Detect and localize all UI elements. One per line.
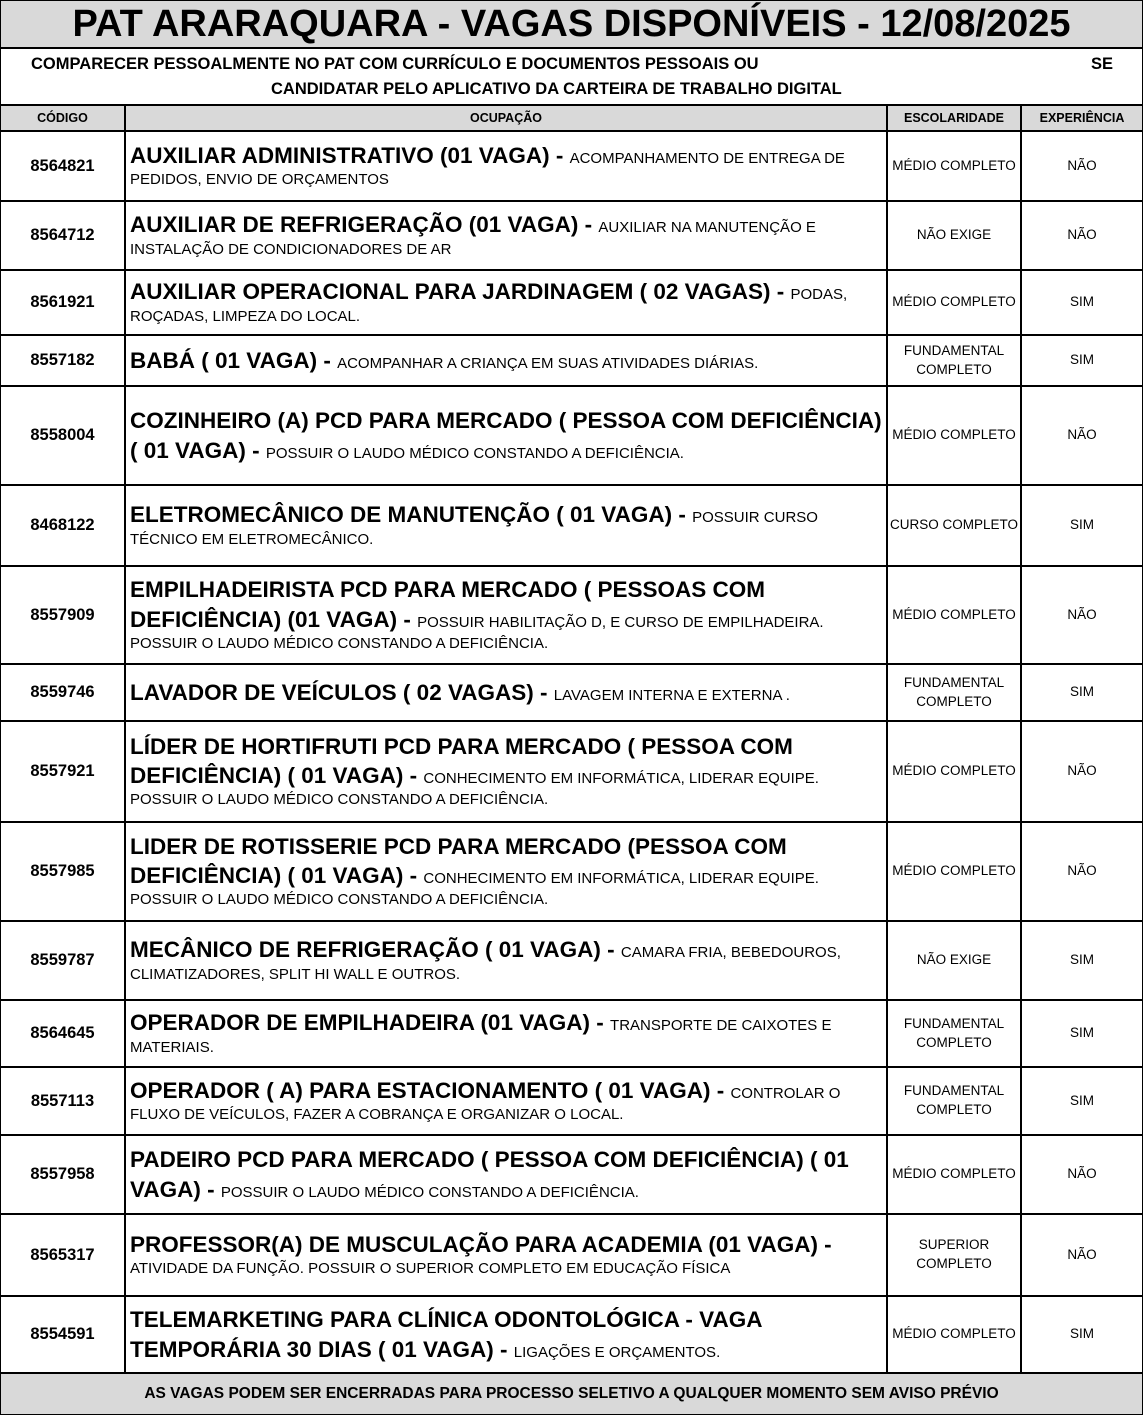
- table-row: [1, 201, 1142, 270]
- vacancy-education: NÃO EXIGE: [887, 201, 1021, 270]
- vacancy-occupation: [125, 921, 887, 1000]
- vacancy-code: 8565317: [1, 1214, 125, 1296]
- vacancy-experience: SIM: [1021, 485, 1142, 566]
- table-row: [1, 721, 1142, 822]
- vacancy-education: MÉDIO COMPLETO: [887, 566, 1021, 664]
- vacancy-occupation: [125, 335, 887, 386]
- vacancy-code: 8557985: [1, 822, 125, 921]
- column-header-code: CÓDIGO: [1, 106, 125, 131]
- vacancy-occupation: [125, 270, 887, 335]
- vacancy-occupation: [125, 721, 887, 822]
- table-row: [1, 1214, 1142, 1296]
- job-description: PODAS, ROÇADAS, LIMPEZA DO LOCAL.: [130, 286, 848, 325]
- footer-notice: AS VAGAS PODEM SER ENCERRADAS PARA PROCESSO SELETIVO A QUALQUER MOMENTO SEM AVISO PRÉVIO: [1, 1374, 1142, 1414]
- job-description: ATIVIDADE DA FUNÇÃO. POSSUIR O SUPERIOR COMPLETO EM EDUCAÇÃO FÍSICA: [130, 1260, 731, 1278]
- vacancy-experience: NÃO: [1021, 201, 1142, 270]
- vacancy-experience: NÃO: [1021, 131, 1142, 201]
- job-title: AUXILIAR ADMINISTRATIVO (01 VAGA) -: [130, 142, 570, 168]
- vacancy-education: MÉDIO COMPLETO: [887, 1135, 1021, 1214]
- job-title: OPERADOR DE EMPILHADEIRA (01 VAGA) -: [130, 1010, 611, 1036]
- vacancy-occupation: [125, 485, 887, 566]
- job-title: EMPILHADEIRISTA PCD PARA MERCADO ( PESSOAS COM DEFICIÊNCIA) (01 VAGA) -: [130, 577, 766, 632]
- vacancy-education: MÉDIO COMPLETO: [887, 1296, 1021, 1373]
- table-row: [1, 270, 1142, 335]
- column-header-education: ESCOLARIDADE: [887, 106, 1021, 131]
- vacancy-occupation: [125, 386, 887, 485]
- job-description: CONHECIMENTO EM INFORMÁTICA, LIDERAR EQUIPE. POSSUIR O LAUDO MÉDICO CONSTANDO A DEFICIÊNCIA.: [130, 770, 819, 809]
- vacancy-experience: NÃO: [1021, 822, 1142, 921]
- vacancy-code: 8561921: [1, 270, 125, 335]
- table-row: [1, 1296, 1142, 1373]
- vacancy-code: 8564645: [1, 1000, 125, 1067]
- vacancy-code: 8554591: [1, 1296, 125, 1373]
- job-description: ACOMPANHAMENTO DE ENTREGA DE PEDIDOS, ENVIO DE ORÇAMENTOS: [130, 149, 845, 189]
- job-description: POSSUIR HABILITAÇÃO D, E CURSO DE EMPILHADEIRA. POSSUIR O LAUDO MÉDICO CONSTANDO A DEFICIÊNCIA.: [130, 613, 824, 652]
- job-description: AUXILIAR NA MANUTENÇÃO E INSTALAÇÃO DE CONDICIONADORES DE AR: [130, 219, 816, 258]
- vacancy-code: 8557958: [1, 1135, 125, 1214]
- vacancy-experience: NÃO: [1021, 1135, 1142, 1214]
- table-row: [1, 664, 1142, 721]
- table-row: [1, 335, 1142, 386]
- vacancy-education: MÉDIO COMPLETO: [887, 386, 1021, 485]
- column-header-experience: EXPERIÊNCIA: [1021, 106, 1142, 131]
- vacancy-education: MÉDIO COMPLETO: [887, 131, 1021, 201]
- vacancy-code: 8559746: [1, 664, 125, 721]
- vacancy-education: SUPERIOR COMPLETO: [887, 1214, 1021, 1296]
- vacancy-education: FUNDAMENTAL COMPLETO: [887, 335, 1021, 386]
- vacancy-education: CURSO COMPLETO: [887, 485, 1021, 566]
- vacancy-code: 8557182: [1, 335, 125, 386]
- job-description: CAMARA FRIA, BEBEDOUROS, CLIMATIZADORES, SPLIT HI WALL E OUTROS.: [130, 944, 841, 983]
- job-description: POSSUIR CURSO TÉCNICO EM ELETROMECÂNICO.: [130, 509, 818, 548]
- table-row: [1, 1067, 1142, 1135]
- vacancy-code: 8559787: [1, 921, 125, 1000]
- job-title: MECÂNICO DE REFRIGERAÇÃO ( 01 VAGA) -: [130, 937, 621, 963]
- job-title: LAVADOR DE VEÍCULOS ( 02 VAGAS) -: [130, 679, 554, 705]
- page-title: PAT ARARAQUARA - VAGAS DISPONÍVEIS - 12/08/2025: [1, 1, 1142, 49]
- vacancy-experience: NÃO: [1021, 721, 1142, 822]
- job-title: COZINHEIRO (A) PCD PARA MERCADO ( PESSOA COM DEFICIÊNCIA) ( 01 VAGA) -: [130, 408, 882, 463]
- vacancy-occupation: [125, 566, 887, 664]
- vacancy-experience: SIM: [1021, 335, 1142, 386]
- job-title: OPERADOR ( A) PARA ESTACIONAMENTO ( 01 VAGA) -: [130, 1077, 731, 1103]
- vacancy-occupation: [125, 131, 887, 201]
- vacancy-experience: SIM: [1021, 1067, 1142, 1135]
- vacancy-education: FUNDAMENTAL COMPLETO: [887, 1000, 1021, 1067]
- vacancy-education: MÉDIO COMPLETO: [887, 721, 1021, 822]
- vacancy-education: MÉDIO COMPLETO: [887, 822, 1021, 921]
- vacancy-occupation: [125, 1135, 887, 1214]
- job-description: CONTROLAR O FLUXO DE VEÍCULOS, FAZER A COBRANÇA E ORGANIZAR O LOCAL.: [130, 1084, 841, 1124]
- vacancy-experience: SIM: [1021, 664, 1142, 721]
- vacancy-education: FUNDAMENTAL COMPLETO: [887, 1067, 1021, 1135]
- table-row: [1, 131, 1142, 201]
- job-title: AUXILIAR OPERACIONAL PARA JARDINAGEM ( 02 VAGAS) -: [130, 279, 791, 305]
- job-description: POSSUIR O LAUDO MÉDICO CONSTANDO A DEFICIÊNCIA.: [265, 444, 684, 462]
- instructions-line-1-end: SE: [1091, 55, 1114, 73]
- table-row: [1, 386, 1142, 485]
- vacancy-occupation: [125, 1214, 887, 1296]
- job-description: ACOMPANHAR A CRIANÇA EM SUAS ATIVIDADES DIÁRIAS.: [337, 354, 759, 372]
- job-title: ELETROMECÂNICO DE MANUTENÇÃO ( 01 VAGA) -: [130, 502, 693, 528]
- job-title: TELEMARKETING PARA CLÍNICA ODONTOLÓGICA - VAGA TEMPORÁRIA 30 DIAS ( 01 VAGA) -: [130, 1307, 762, 1362]
- table-row: [1, 1135, 1142, 1214]
- vacancy-occupation: [125, 664, 887, 721]
- vacancy-experience: SIM: [1021, 1296, 1142, 1373]
- vacancy-occupation: [125, 201, 887, 270]
- vacancy-occupation: [125, 1067, 887, 1135]
- table-row: [1, 1000, 1142, 1067]
- vacancy-experience: NÃO: [1021, 1214, 1142, 1296]
- job-title: LÍDER DE HORTIFRUTI PCD PARA MERCADO ( PESSOA COM DEFICIÊNCIA) ( 01 VAGA) -: [130, 733, 793, 789]
- table-row: [1, 921, 1142, 1000]
- job-description: LAVAGEM INTERNA E EXTERNA .: [553, 686, 790, 704]
- vacancy-experience: NÃO: [1021, 566, 1142, 664]
- table-row: [1, 822, 1142, 921]
- vacancy-education: FUNDAMENTAL COMPLETO: [887, 664, 1021, 721]
- vacancy-occupation: [125, 1000, 887, 1067]
- job-description: TRANSPORTE DE CAIXOTES E MATERIAIS.: [130, 1017, 832, 1056]
- job-title: BABÁ ( 01 VAGA) -: [130, 347, 338, 373]
- table-row: [1, 566, 1142, 664]
- vacancy-code: 8564712: [1, 201, 125, 270]
- vacancies-table: [1, 106, 1142, 1374]
- column-header-occupation: OCUPAÇÃO: [125, 106, 887, 131]
- table-row: [1, 485, 1142, 566]
- job-description: POSSUIR O LAUDO MÉDICO CONSTANDO A DEFICIÊNCIA.: [220, 1183, 639, 1201]
- vacancy-education: MÉDIO COMPLETO: [887, 270, 1021, 335]
- vacancy-code: 8557113: [1, 1067, 125, 1135]
- vacancy-experience: SIM: [1021, 270, 1142, 335]
- job-title: LIDER DE ROTISSERIE PCD PARA MERCADO (PESSOA COM DEFICIÊNCIA) ( 01 VAGA) -: [130, 833, 787, 889]
- job-description: LIGAÇÕES E ORÇAMENTOS.: [513, 1343, 721, 1361]
- job-title: PADEIRO PCD PARA MERCADO ( PESSOA COM DEFICIÊNCIA) ( 01 VAGA) -: [130, 1147, 849, 1202]
- vacancy-experience: SIM: [1021, 921, 1142, 1000]
- vacancy-experience: SIM: [1021, 1000, 1142, 1067]
- vacancy-code: 8558004: [1, 386, 125, 485]
- vacancy-code: 8564821: [1, 131, 125, 201]
- vacancy-code: 8468122: [1, 485, 125, 566]
- vacancy-occupation: [125, 822, 887, 921]
- vacancy-education: NÃO EXIGE: [887, 921, 1021, 1000]
- vacancy-occupation: [125, 1296, 887, 1373]
- instructions: [1, 49, 1142, 106]
- instructions-line-1: COMPARECER PESSOALMENTE NO PAT COM CURRÍCULO E DOCUMENTOS PESSOAIS OU: [31, 55, 759, 73]
- table-header-row: [1, 106, 1142, 131]
- job-description: CONHECIMENTO EM INFORMÁTICA, LIDERAR EQUIPE. POSSUIR O LAUDO MÉDICO CONSTANDO A DEFICIÊNCIA.: [130, 870, 819, 909]
- vacancy-code: 8557909: [1, 566, 125, 664]
- vacancy-code: 8557921: [1, 721, 125, 822]
- vacancy-experience: NÃO: [1021, 386, 1142, 485]
- job-title: AUXILIAR DE REFRIGERAÇÃO (01 VAGA) -: [130, 212, 599, 238]
- job-title: PROFESSOR(A) DE MUSCULAÇÃO PARA ACADEMIA (01 VAGA) -: [130, 1231, 832, 1257]
- instructions-line-2: CANDIDATAR PELO APLICATIVO DA CARTEIRA DE TRABALHO DIGITAL: [271, 80, 842, 98]
